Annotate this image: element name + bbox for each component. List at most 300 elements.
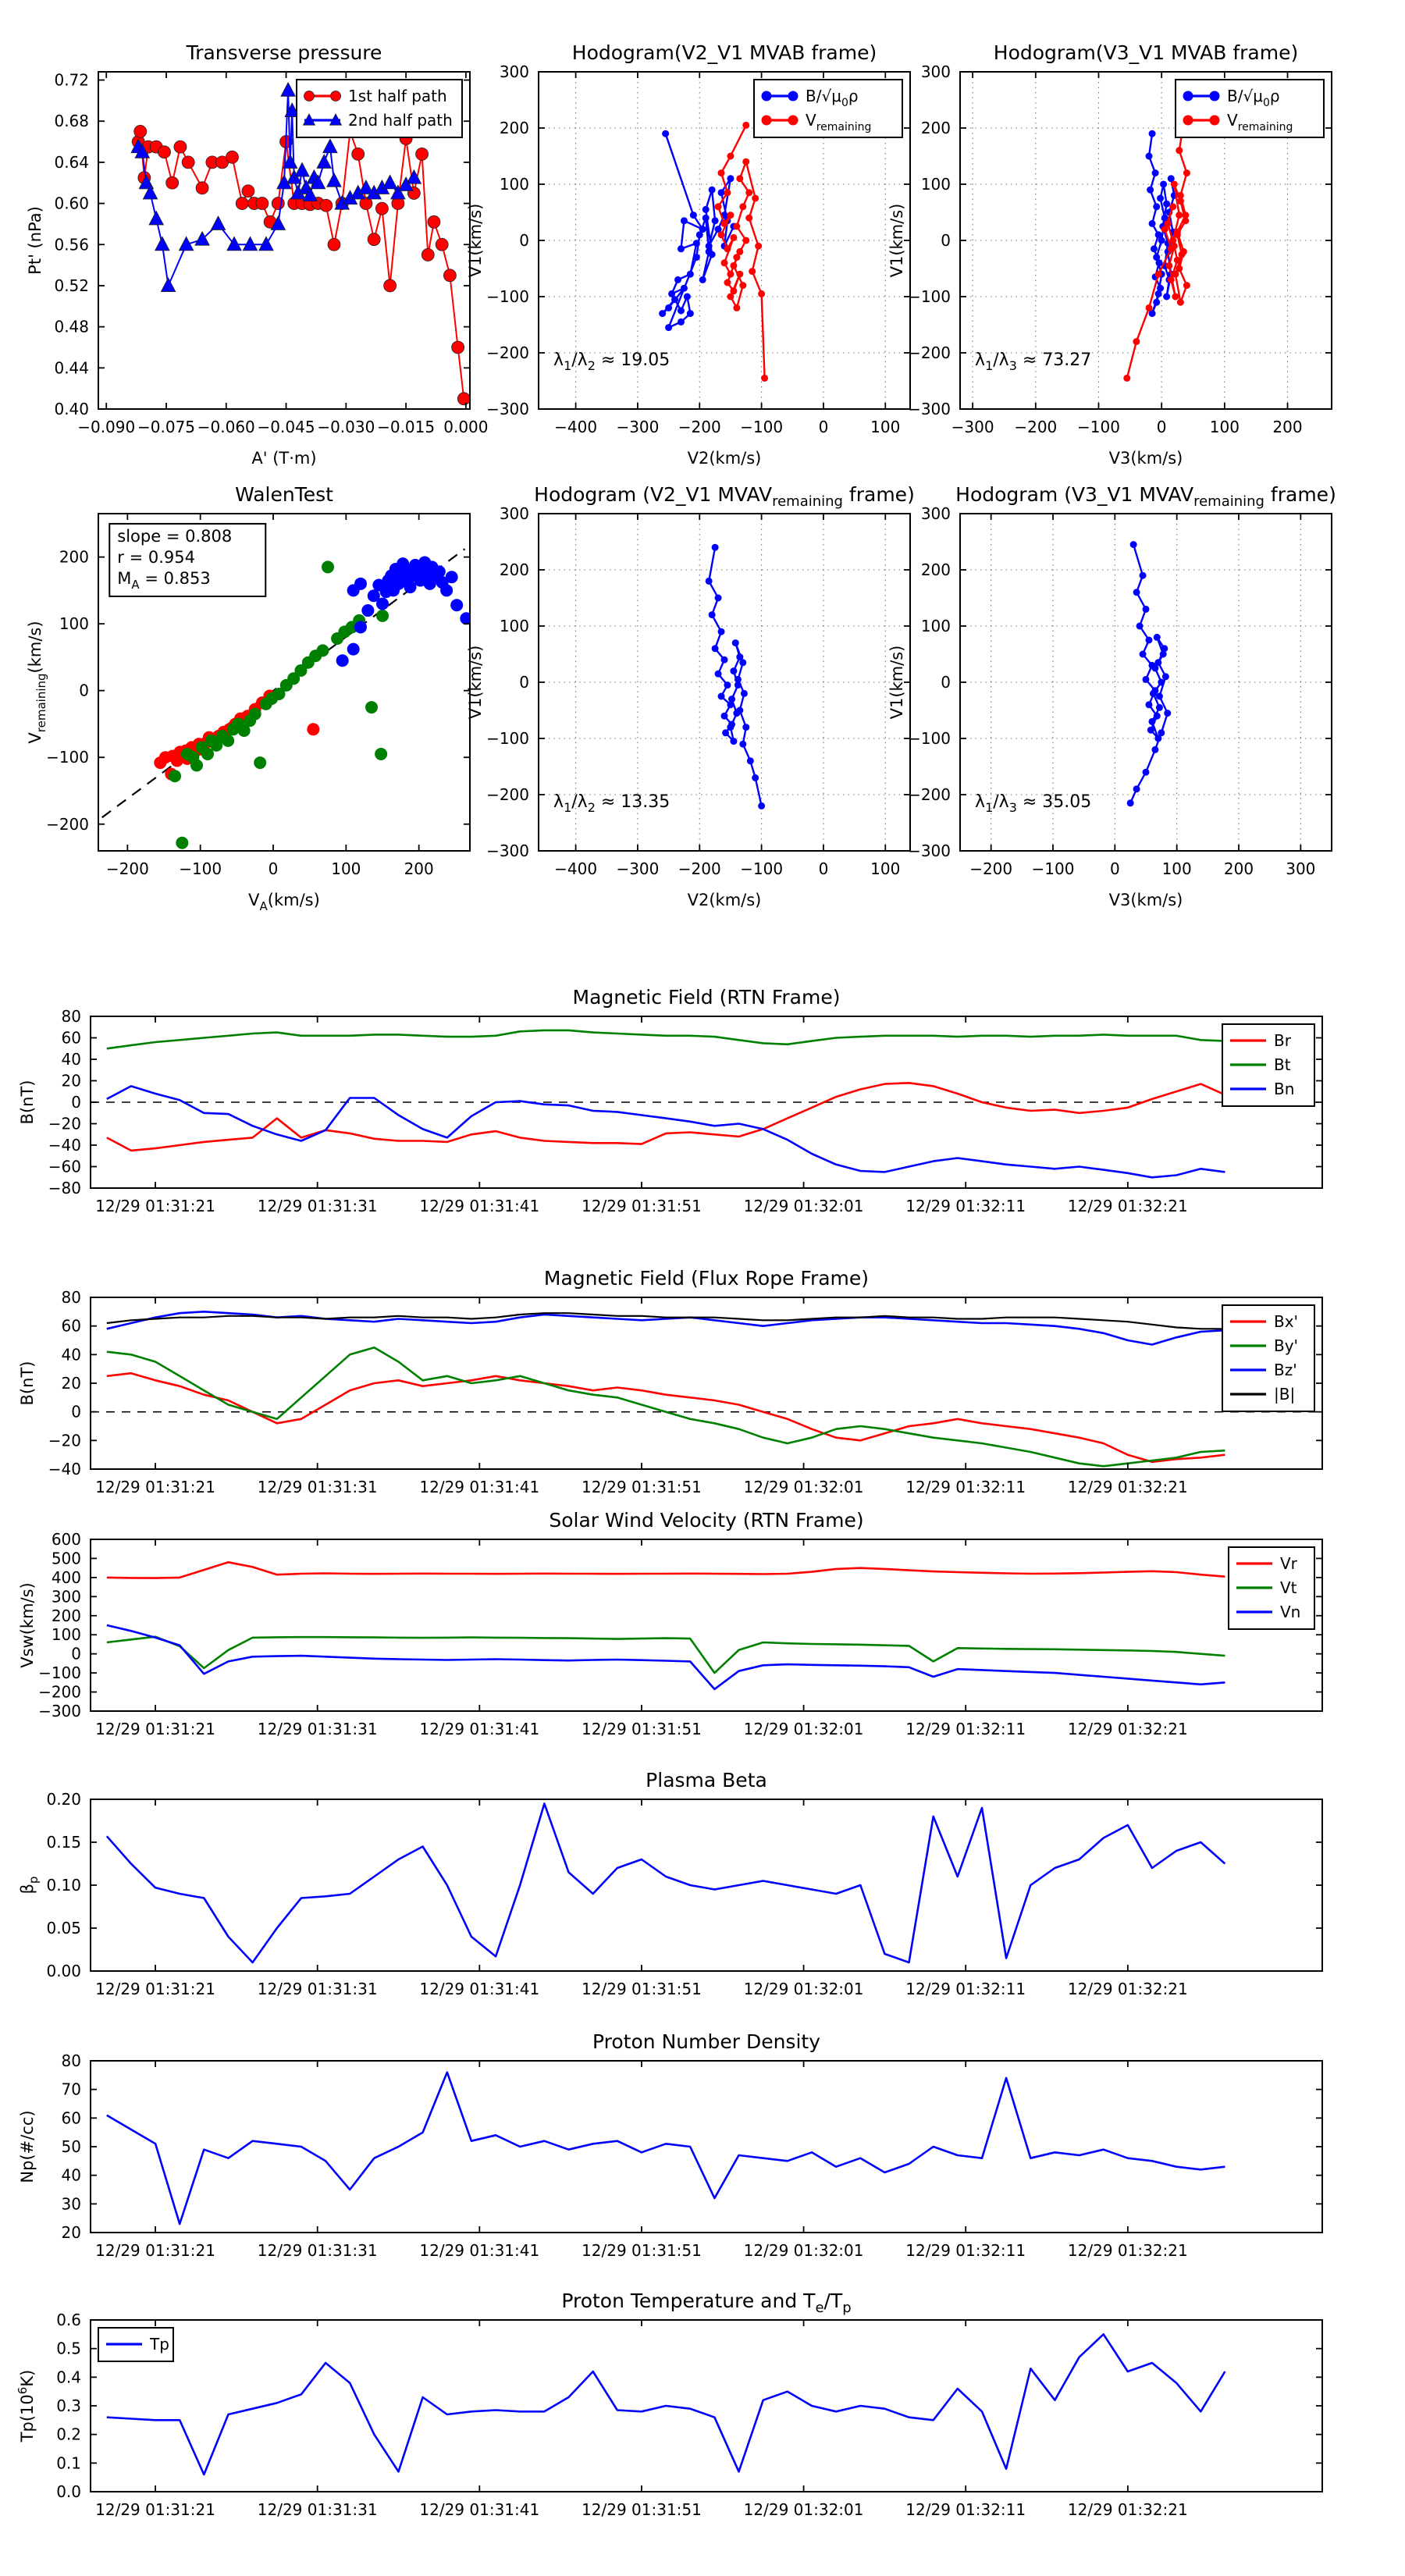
x-tick-label: 12/29 01:32:01 <box>743 1720 864 1738</box>
data-point-marker <box>1158 237 1165 244</box>
plot-area <box>107 2073 1225 2224</box>
plasma-beta-chart <box>0 1754 1405 2038</box>
data-point-marker <box>1156 704 1163 711</box>
y-tick-label: 0.10 <box>46 1876 81 1895</box>
data-point-marker <box>1149 220 1156 227</box>
y-tick-label: 40 <box>61 1345 81 1364</box>
data-point-marker <box>1151 746 1158 753</box>
data-point-marker <box>1145 701 1152 708</box>
data-point-marker <box>1164 710 1171 717</box>
x-tick-label: 12/29 01:32:11 <box>905 2241 1026 2260</box>
x-tick-label: 12/29 01:31:21 <box>95 2500 215 2519</box>
y-tick-label: 200 <box>920 560 951 579</box>
x-tick-label: 12/29 01:32:21 <box>1067 1478 1188 1496</box>
x-tick-label: −100 <box>179 859 222 878</box>
x-tick-label: 12/29 01:31:41 <box>419 1478 540 1496</box>
legend-label: |B| <box>1274 1385 1296 1404</box>
y-axis-label: Pt' (nPa) <box>26 206 44 275</box>
y-tick-label: 0.15 <box>46 1833 81 1852</box>
data-point-marker <box>665 304 672 311</box>
data-point-marker <box>1151 245 1158 252</box>
chart-title: Solar Wind Velocity (RTN Frame) <box>549 1509 864 1532</box>
data-point-marker <box>681 217 688 224</box>
plot-area <box>107 1562 1225 1689</box>
x-tick-label: 12/29 01:31:31 <box>257 1478 378 1496</box>
x-tick-label: −200 <box>678 418 721 436</box>
data-point-marker <box>382 175 397 189</box>
data-point-marker <box>226 151 238 163</box>
legend <box>1222 1305 1314 1411</box>
x-tick-label: 12/29 01:31:51 <box>582 2241 702 2260</box>
y-tick-label: −100 <box>38 1663 81 1683</box>
x-tick-label: −200 <box>678 859 721 878</box>
x-tick-label: −100 <box>1031 859 1075 878</box>
data-point-marker <box>696 231 703 238</box>
data-point-marker <box>196 182 208 194</box>
annotation-text: $\lambda_1/\lambda_3 \approx 35.05$ <box>975 792 1092 815</box>
series-Vt <box>107 1637 1225 1673</box>
y-tick-label: −200 <box>46 814 89 834</box>
x-tick-label: 200 <box>1223 859 1254 878</box>
data-point-marker <box>671 296 678 303</box>
data-point-marker <box>730 738 737 745</box>
axes-box <box>91 1799 1322 1971</box>
data-point-marker <box>678 318 685 326</box>
data-point-marker <box>722 729 729 736</box>
data-point-marker <box>1183 169 1190 176</box>
x-tick-label: 12/29 01:32:11 <box>905 1478 1026 1496</box>
data-point-marker <box>709 251 716 258</box>
hodogram-v3v1-mvab-chart <box>868 11 1352 494</box>
data-point-marker <box>712 217 719 224</box>
data-point-marker <box>1154 713 1161 720</box>
x-tick-label: −0.030 <box>317 418 375 436</box>
legend-label: Vn <box>1280 1603 1301 1621</box>
y-tick-label: −300 <box>486 400 529 418</box>
data-point-marker <box>687 271 694 278</box>
data-point-marker <box>404 581 416 593</box>
data-point-marker <box>281 83 295 97</box>
data-point-marker <box>681 285 688 292</box>
x-axis-label: V2(km/s) <box>687 891 762 909</box>
data-point-marker <box>1176 212 1183 219</box>
y-tick-label: 600 <box>51 1530 81 1549</box>
legend <box>1229 1547 1314 1629</box>
x-tick-label: 12/29 01:31:31 <box>257 1980 378 1998</box>
data-point-marker <box>755 243 762 250</box>
x-tick-label: −400 <box>554 859 598 878</box>
y-tick-label: 0 <box>79 681 89 700</box>
data-point-marker <box>745 189 752 196</box>
data-point-marker <box>1176 147 1183 154</box>
legend-label: 1st half path <box>348 87 447 105</box>
y-axis-label: Vsw(km/s) <box>18 1582 37 1668</box>
x-tick-label: 100 <box>331 859 361 878</box>
chart-title: Proton Temperature and $T_e/T_p$ <box>561 2290 852 2316</box>
data-point-marker <box>190 760 203 772</box>
series-beta_p <box>107 1804 1225 1963</box>
x-tick-label: 12/29 01:32:21 <box>1067 1980 1188 1998</box>
data-point-marker <box>788 91 799 101</box>
walen-test-chart <box>6 453 490 936</box>
data-point-marker <box>1133 589 1140 596</box>
x-tick-label: −300 <box>616 418 660 436</box>
data-point-marker <box>727 175 734 182</box>
x-tick-label: 12/29 01:32:01 <box>743 2500 864 2519</box>
data-point-marker <box>718 169 725 176</box>
data-point-marker <box>1143 769 1150 776</box>
data-point-marker <box>1172 271 1179 278</box>
data-point-marker <box>1157 195 1164 202</box>
data-point-marker <box>1168 245 1175 252</box>
x-tick-label: 12/29 01:32:21 <box>1067 2500 1188 2519</box>
x-axis-label: $V_A(km/s)$ <box>248 891 320 913</box>
y-axis-label: $V_{remaining}(km/s)$ <box>26 621 48 744</box>
x-axis-label: V3(km/s) <box>1108 891 1183 909</box>
y-tick-label: 300 <box>499 62 529 81</box>
data-point-marker <box>307 723 319 735</box>
y-tick-label: −80 <box>48 1179 81 1197</box>
y-axis-label: V1(km/s) <box>887 203 906 278</box>
data-point-marker <box>690 212 697 219</box>
data-point-marker <box>1165 262 1172 269</box>
data-point-marker <box>1174 257 1181 264</box>
y-tick-label: 0 <box>941 231 951 250</box>
x-tick-label: 12/29 01:32:11 <box>905 1720 1026 1738</box>
y-tick-label: 0 <box>71 1402 81 1421</box>
data-point-marker <box>1153 254 1160 261</box>
proton-temperature-chart <box>0 2275 1405 2559</box>
data-point-marker <box>375 202 388 215</box>
data-point-marker <box>721 259 728 266</box>
data-point-marker <box>721 713 728 720</box>
x-tick-label: 12/29 01:32:21 <box>1067 1720 1188 1738</box>
x-tick-label: 12/29 01:31:21 <box>95 1720 215 1738</box>
x-tick-label: 12/29 01:32:11 <box>905 2500 1026 2519</box>
legend-label: $V_{remaining}$ <box>1227 111 1293 133</box>
axes-box <box>91 2061 1322 2233</box>
data-point-marker <box>747 757 754 764</box>
y-tick-label: 400 <box>51 1567 81 1587</box>
data-point-marker <box>742 237 749 244</box>
data-point-marker <box>706 578 713 585</box>
y-tick-label: 300 <box>920 504 951 523</box>
chart-title: Hodogram (V3_V1 $MVAV_{remaining}$ frame) <box>955 483 1336 510</box>
data-point-marker <box>1146 304 1153 311</box>
y-tick-label: 0 <box>519 231 529 250</box>
data-point-marker <box>1182 217 1189 224</box>
legend-label: Bx' <box>1274 1312 1299 1331</box>
data-point-marker <box>1183 91 1193 101</box>
legend-label: Br <box>1274 1031 1291 1050</box>
data-point-marker <box>1177 197 1184 205</box>
data-point-marker <box>718 628 725 635</box>
y-axis-label: $\beta_p$ <box>18 1876 41 1895</box>
data-point-marker <box>724 189 731 196</box>
x-tick-label: 12/29 01:32:11 <box>905 1980 1026 1998</box>
transverse-pressure-chart <box>6 11 490 494</box>
data-point-marker <box>317 155 331 169</box>
data-point-marker <box>1143 676 1150 683</box>
x-tick-label: 12/29 01:31:31 <box>257 1720 378 1738</box>
data-point-marker <box>702 206 710 213</box>
data-point-marker <box>742 158 749 165</box>
data-point-marker <box>1168 276 1175 283</box>
x-tick-label: 300 <box>1286 859 1316 878</box>
data-point-marker <box>736 175 743 182</box>
data-point-marker <box>752 774 759 781</box>
x-tick-label: −0.060 <box>197 418 255 436</box>
data-point-marker <box>715 203 722 210</box>
x-tick-label: 12/29 01:31:51 <box>582 1720 702 1738</box>
plot-area <box>107 1804 1225 1963</box>
chart-title: Transverse pressure <box>186 41 382 64</box>
x-tick-label: 12/29 01:32:11 <box>905 1197 1026 1215</box>
series-Vn <box>107 1625 1225 1689</box>
data-point-marker <box>1147 727 1154 734</box>
data-point-marker <box>739 282 746 289</box>
data-point-marker <box>762 116 772 126</box>
series-By' <box>107 1347 1225 1466</box>
y-tick-label: 0.6 <box>56 2311 81 2329</box>
data-point-marker <box>788 116 799 126</box>
data-point-marker <box>1153 299 1160 306</box>
data-point-marker <box>336 654 349 667</box>
hodogram-v2v1-mvav-chart <box>446 453 930 936</box>
y-tick-label: 20 <box>61 1374 81 1393</box>
data-point-marker <box>1145 637 1152 644</box>
data-point-marker <box>699 276 706 283</box>
legend-label: Bn <box>1274 1080 1295 1098</box>
y-tick-label: 0.40 <box>54 400 89 418</box>
x-tick-label: 0 <box>1156 418 1167 436</box>
data-point-marker <box>758 290 765 297</box>
data-point-marker <box>1156 693 1163 700</box>
data-point-marker <box>727 212 734 219</box>
y-axis-label: V1(km/s) <box>887 645 906 720</box>
chart-title: Magnetic Field (RTN Frame) <box>572 986 841 1009</box>
y-axis-label: Np(#/cc) <box>18 2110 37 2183</box>
y-tick-label: 0 <box>71 1093 81 1112</box>
series-Tp <box>107 2334 1225 2475</box>
data-point-marker <box>1148 718 1155 725</box>
y-tick-label: 80 <box>61 1288 81 1307</box>
x-axis-label: V3(km/s) <box>1108 449 1183 468</box>
y-tick-label: 0.44 <box>54 358 89 378</box>
x-tick-label: 12/29 01:31:41 <box>419 2500 540 2519</box>
data-point-marker <box>158 146 170 158</box>
x-tick-label: 12/29 01:31:31 <box>257 2500 378 2519</box>
data-point-marker <box>735 676 742 683</box>
y-tick-label: 30 <box>61 2194 81 2214</box>
axes-box <box>91 2320 1322 2492</box>
legend-label: Vt <box>1280 1578 1297 1597</box>
data-point-marker <box>739 741 746 748</box>
x-tick-label: 100 <box>1161 859 1192 878</box>
data-point-marker <box>733 223 740 230</box>
x-tick-label: 12/29 01:32:01 <box>743 1980 864 1998</box>
data-point-marker <box>1210 91 1220 101</box>
legend <box>98 2328 173 2361</box>
axes-box <box>91 1539 1322 1711</box>
series-V path <box>1130 545 1168 803</box>
data-point-marker <box>1133 785 1140 792</box>
legend-label: $B/√\mu_0\rho$ <box>806 87 859 109</box>
y-tick-label: 50 <box>61 2137 81 2156</box>
y-tick-label: −100 <box>908 287 951 306</box>
data-point-marker <box>433 565 446 578</box>
data-point-marker <box>347 584 360 596</box>
y-tick-label: 500 <box>51 1549 81 1568</box>
data-point-marker <box>134 125 147 137</box>
x-tick-label: 0.000 <box>443 418 489 436</box>
data-point-marker <box>727 271 734 278</box>
x-tick-label: 0 <box>818 859 829 878</box>
data-point-marker <box>736 248 743 255</box>
data-point-marker <box>1154 659 1161 666</box>
data-point-marker <box>1130 541 1137 548</box>
data-point-marker <box>1140 572 1147 579</box>
chart-title: WalenTest <box>235 483 333 506</box>
data-point-marker <box>347 643 360 656</box>
y-tick-label: 60 <box>61 1316 81 1336</box>
data-point-marker <box>236 197 248 210</box>
x-tick-label: −100 <box>740 418 784 436</box>
y-tick-label: 20 <box>61 2223 81 2242</box>
data-point-marker <box>368 233 380 246</box>
data-point-marker <box>416 148 429 160</box>
data-point-marker <box>1153 203 1160 210</box>
legend-label: Bt <box>1274 1055 1291 1074</box>
data-point-marker <box>211 216 225 230</box>
data-point-marker <box>721 656 728 664</box>
x-tick-label: 12/29 01:31:51 <box>582 1478 702 1496</box>
x-tick-label: 200 <box>1272 418 1303 436</box>
data-point-marker <box>354 621 367 633</box>
y-tick-label: −200 <box>38 1682 81 1702</box>
data-point-marker <box>327 173 341 187</box>
x-tick-label: 12/29 01:31:41 <box>419 1980 540 1998</box>
data-point-marker <box>1160 181 1167 188</box>
y-tick-label: 300 <box>920 62 951 81</box>
x-tick-label: 100 <box>870 859 901 878</box>
series-Vr <box>107 1562 1225 1578</box>
data-point-marker <box>730 234 737 241</box>
data-point-marker <box>259 237 273 251</box>
y-tick-label: −300 <box>908 400 951 418</box>
y-tick-label: −300 <box>38 1702 81 1720</box>
x-tick-label: 12/29 01:31:31 <box>257 1197 378 1215</box>
data-point-marker <box>712 645 719 652</box>
y-tick-label: 0.64 <box>54 152 89 172</box>
data-point-marker <box>724 245 731 252</box>
y-tick-label: 0.48 <box>54 317 89 336</box>
y-tick-label: −40 <box>48 1136 81 1155</box>
y-tick-label: 0 <box>71 1644 81 1663</box>
data-point-marker <box>727 153 734 160</box>
data-point-marker <box>1143 606 1150 613</box>
data-point-marker <box>1163 294 1170 301</box>
data-point-marker <box>176 837 188 849</box>
data-point-marker <box>715 671 722 678</box>
data-point-marker <box>715 595 722 602</box>
legend <box>1176 80 1324 137</box>
data-point-marker <box>749 268 756 275</box>
y-tick-label: 100 <box>59 614 89 634</box>
plot-area <box>1127 541 1172 806</box>
annotation-line: slope = 0.808 <box>117 526 233 546</box>
data-point-marker <box>1146 153 1153 160</box>
data-point-marker <box>693 240 700 247</box>
data-point-marker <box>662 130 669 137</box>
y-tick-label: 300 <box>51 1587 81 1606</box>
data-point-marker <box>1169 203 1176 210</box>
plot-area <box>107 2334 1225 2475</box>
series-Br <box>107 1083 1225 1151</box>
chart-title: Hodogram (V2_V1 $MVAV_{remaining}$ frame) <box>534 483 915 510</box>
data-point-marker <box>328 238 340 251</box>
chart-title: Plasma Beta <box>646 1769 767 1791</box>
y-tick-label: 40 <box>61 2165 81 2185</box>
y-axis-label: B(nT) <box>18 1361 37 1406</box>
data-point-marker <box>730 667 737 674</box>
magnetic-field-rtn-chart <box>0 971 1405 1255</box>
data-point-marker <box>678 245 685 252</box>
data-point-marker <box>428 215 440 228</box>
x-tick-label: −100 <box>1077 418 1120 436</box>
y-tick-label: −60 <box>48 1157 81 1176</box>
x-tick-label: −300 <box>616 859 660 878</box>
data-point-marker <box>316 644 329 656</box>
data-point-marker <box>730 262 737 269</box>
x-tick-label: −200 <box>969 859 1013 878</box>
x-tick-label: 100 <box>1209 418 1240 436</box>
x-tick-label: −0.075 <box>137 418 196 436</box>
plot-area <box>659 122 768 382</box>
y-tick-label: 80 <box>61 1007 81 1026</box>
x-tick-label: −0.015 <box>377 418 436 436</box>
data-point-marker <box>1210 116 1220 126</box>
data-point-marker <box>728 696 735 703</box>
x-tick-label: 12/29 01:31:41 <box>419 1197 540 1215</box>
y-axis-label: V1(km/s) <box>466 203 485 278</box>
data-point-marker <box>1174 231 1181 238</box>
data-point-marker <box>739 203 746 210</box>
y-tick-label: 0.56 <box>54 235 89 254</box>
x-tick-label: −0.090 <box>77 418 136 436</box>
data-point-marker <box>761 375 768 382</box>
data-point-marker <box>709 611 716 618</box>
data-point-marker <box>727 724 734 731</box>
y-tick-label: 40 <box>61 1050 81 1069</box>
data-point-marker <box>1163 201 1170 208</box>
legend-label: 2nd half path <box>348 111 453 130</box>
y-tick-label: −20 <box>48 1431 81 1450</box>
proton-number-density-chart <box>0 2016 1405 2300</box>
y-tick-label: 200 <box>51 1606 81 1625</box>
data-point-marker <box>161 278 175 292</box>
data-point-marker <box>256 197 269 210</box>
x-tick-label: 12/29 01:31:51 <box>582 1980 702 1998</box>
data-point-marker <box>155 237 169 251</box>
y-axis-label: V1(km/s) <box>466 645 485 720</box>
data-point-marker <box>376 610 389 622</box>
data-point-marker <box>1140 651 1147 658</box>
data-point-marker <box>1127 799 1134 806</box>
data-point-marker <box>304 91 315 101</box>
legend-label: Bz' <box>1274 1361 1297 1379</box>
data-point-marker <box>222 735 234 747</box>
